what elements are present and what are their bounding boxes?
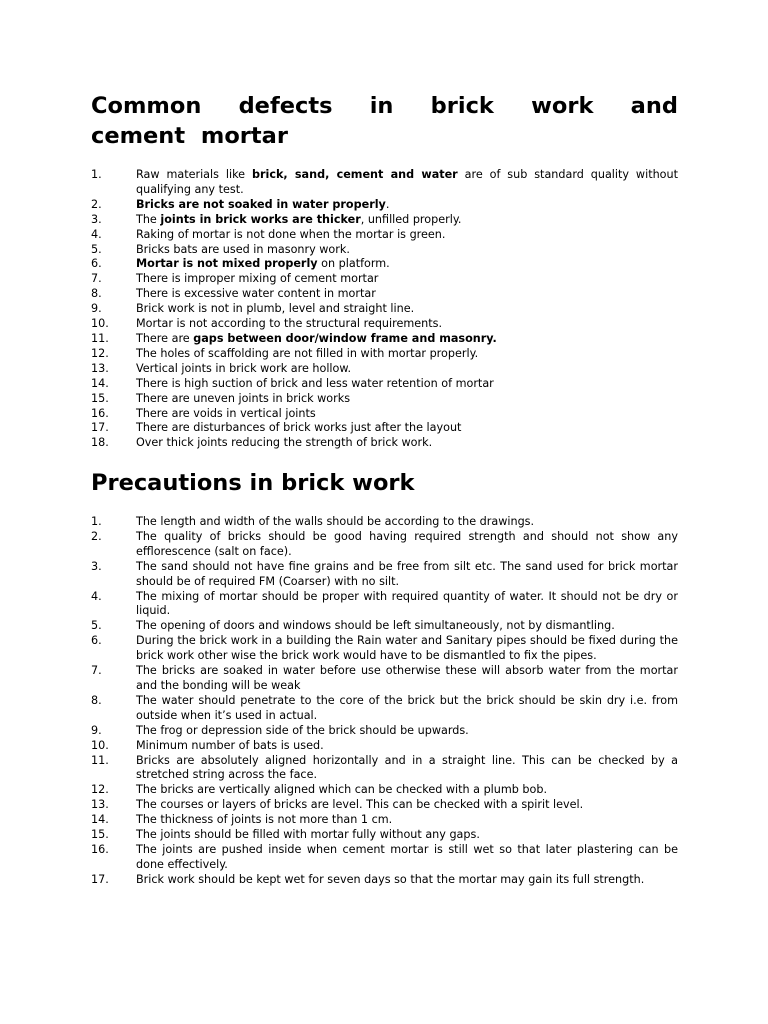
precaution-item: [91, 813, 678, 828]
item-text: There are: [136, 331, 194, 345]
list-number: 16.: [91, 406, 109, 420]
emphasized-text: Bricks are not soaked in water properly: [136, 197, 386, 211]
item-text: There are voids in vertical joints: [136, 406, 316, 420]
item-text: Minimum number of bats is used.: [136, 738, 324, 752]
item-text: Raw materials like: [136, 168, 252, 181]
list-number: 10.: [91, 738, 109, 752]
list-number: 5.: [91, 242, 102, 256]
list-number: 1.: [91, 168, 102, 181]
precaution-item: [91, 724, 678, 739]
precaution-item: [91, 694, 678, 724]
list-number: 2.: [91, 197, 102, 211]
item-text: Brick work should be kept wet for seven days so that the mortar may gain its full strength.: [136, 872, 645, 886]
item-text: There is improper mixing of cement mortar: [136, 272, 379, 286]
item-text: There is high suction of brick and less water retention of mortar: [136, 376, 494, 390]
item-text: There is excessive water content in mortar: [136, 287, 376, 301]
precaution-item: [91, 530, 678, 560]
item-text: on platform.: [317, 257, 390, 271]
list-number: 11.: [91, 753, 109, 767]
defect-item: [91, 287, 678, 302]
precaution-item: [91, 754, 678, 784]
heading-common-defects: Common defects in brick work and cement mortar: [91, 93, 678, 149]
defect-item: [91, 243, 678, 258]
list-number: 4.: [91, 227, 102, 241]
item-text: The: [136, 212, 161, 226]
defect-item: [91, 377, 678, 392]
list-number: 9.: [91, 302, 102, 316]
list-number: 5.: [91, 619, 102, 633]
precaution-item: [91, 634, 678, 664]
list-number: 3.: [91, 212, 102, 226]
item-text: , unfilled properly.: [360, 212, 462, 226]
emphasized-text: joints in brick works are thicker: [160, 212, 361, 226]
item-text: The frog or depression side of the brick should be upwards.: [136, 723, 469, 737]
list-number: 7.: [91, 272, 102, 286]
list-number: 6.: [91, 634, 102, 648]
list-number: 8.: [91, 287, 102, 301]
defect-item: [91, 302, 678, 317]
item-text: Bricks are absolutely aligned horizontally and in a straight line. This can be checked by a stretched string across the face.: [136, 753, 678, 782]
item-text: The mixing of mortar should be proper with required quantity of water. It should not be dry or liquid.: [136, 589, 678, 618]
item-text: Raking of mortar is not done when the mortar is green.: [136, 227, 446, 241]
item-text: The joints should be filled with mortar fully without any gaps.: [136, 828, 480, 842]
precaution-item: [91, 590, 678, 620]
item-text: Vertical joints in brick work are hollow.: [136, 361, 352, 375]
defect-item: [91, 213, 678, 228]
list-number: 10.: [91, 317, 109, 331]
list-number: 8.: [91, 693, 102, 707]
item-text: The quality of bricks should be good having required strength and should not show any efflorescence (salt on face).: [136, 529, 678, 558]
list-number: 13.: [91, 798, 109, 812]
item-text: The water should penetrate to the core of the brick but the brick should be skin dry i.e. from outside when it’s used in actual.: [136, 693, 678, 722]
precaution-item: [91, 664, 678, 694]
emphasized-text: Mortar is not mixed properly: [136, 257, 318, 271]
item-text: Bricks bats are used in masonry work.: [136, 242, 350, 256]
precaution-item: [91, 843, 678, 873]
emphasized-text: brick, sand, cement and water: [251, 168, 458, 181]
defect-item: [91, 198, 678, 213]
precaution-item: [91, 739, 678, 754]
list-number: 1.: [91, 515, 102, 528]
defect-item: [91, 332, 678, 347]
defect-item: [91, 272, 678, 287]
list-number: 2.: [91, 529, 102, 543]
list-number: 12.: [91, 783, 109, 797]
item-text: The bricks are vertically aligned which can be checked with a plumb bob.: [136, 783, 548, 797]
list-number: 7.: [91, 664, 102, 678]
item-text: The joints are pushed inside when cement mortar is still wet so that later plastering can be done effectively.: [136, 842, 678, 871]
precaution-item: [91, 798, 678, 813]
defect-item: [91, 347, 678, 362]
item-text: The courses or layers of bricks are level. This can be checked with a spirit level.: [136, 798, 584, 812]
item-text: There are uneven joints in brick works: [136, 391, 351, 405]
item-text: Mortar is not according to the structural requirements.: [136, 317, 443, 331]
defects-list: [91, 168, 678, 451]
defect-item: [91, 407, 678, 422]
item-text: During the brick work in a building the Rain water and Sanitary pipes should be fixed during the brick work other wise the brick work would have to be dismantled to fix the pipes.: [136, 634, 678, 663]
item-text: .: [385, 197, 390, 211]
precautions-list: [91, 515, 678, 888]
list-number: 13.: [91, 361, 109, 375]
heading-precautions: Precautions in brick work: [91, 470, 415, 496]
list-number: 14.: [91, 813, 109, 827]
precaution-item: [91, 560, 678, 590]
defect-item: [91, 436, 678, 451]
defect-item: [91, 317, 678, 332]
list-number: 18.: [91, 436, 109, 450]
defect-item: [91, 421, 678, 436]
precaution-item: [91, 619, 678, 634]
item-text: The opening of doors and windows should be left simultaneously, not by dismantling.: [136, 619, 615, 633]
list-number: 6.: [91, 257, 102, 271]
emphasized-text: gaps between door/window frame and masonry.: [193, 331, 497, 345]
list-number: 11.: [91, 331, 109, 345]
defect-item: [91, 392, 678, 407]
list-number: 17.: [91, 872, 109, 886]
item-text: are of sub standard quality without qualifying any test.: [136, 168, 678, 196]
item-text: Over thick joints reducing the strength of brick work.: [136, 436, 433, 450]
item-text: The length and width of the walls should be according to the drawings.: [136, 515, 535, 528]
precaution-item: [91, 515, 678, 530]
item-text: The bricks are soaked in water before use otherwise these will absorb water from the mortar and the bonding will be weak: [136, 664, 678, 692]
list-number: 9.: [91, 723, 102, 737]
item-text: The holes of scaffolding are not filled in with mortar properly.: [136, 346, 479, 360]
list-number: 15.: [91, 391, 109, 405]
list-number: 14.: [91, 376, 109, 390]
defect-item: [91, 228, 678, 243]
list-number: 16.: [91, 842, 109, 856]
item-text: The thickness of joints is not more than 1 cm.: [136, 813, 393, 827]
list-number: 3.: [91, 559, 102, 573]
precaution-item: [91, 873, 678, 888]
list-number: 4.: [91, 589, 102, 603]
item-text: The sand should not have fine grains and be free from silt etc. The sand used for brick mortar should be of required FM (Coarser) with no silt.: [136, 559, 678, 588]
list-number: 12.: [91, 346, 109, 360]
precaution-item: [91, 828, 678, 843]
list-number: 17.: [91, 421, 109, 435]
item-text: There are disturbances of brick works just after the layout: [136, 421, 462, 435]
defect-item: [91, 362, 678, 377]
defect-item: [91, 168, 678, 198]
list-number: 15.: [91, 828, 109, 842]
precaution-item: [91, 783, 678, 798]
item-text: Brick work is not in plumb, level and straight line.: [136, 302, 415, 316]
defect-item: [91, 257, 678, 272]
